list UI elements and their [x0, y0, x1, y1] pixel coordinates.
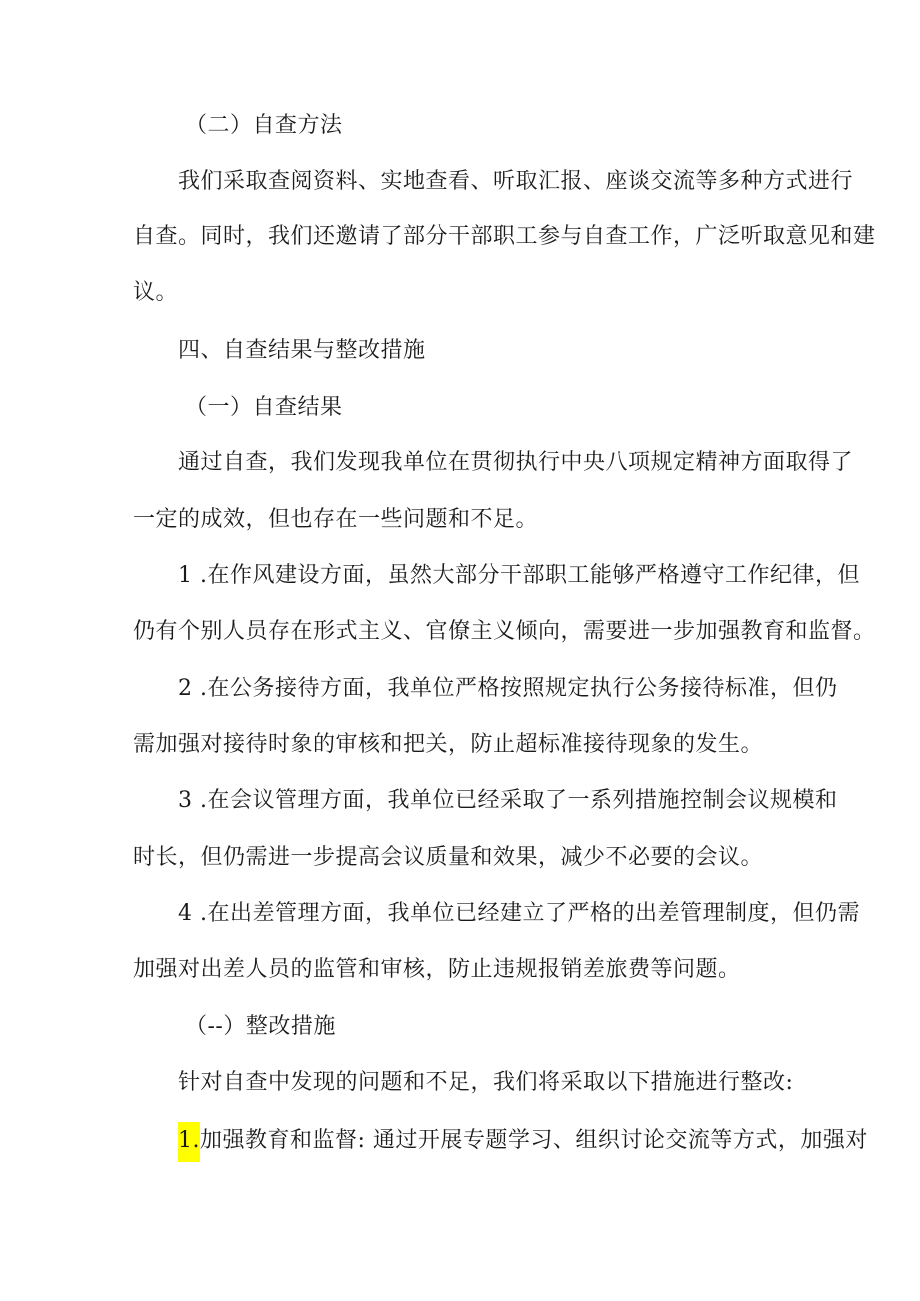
list-item-text: 加强教育和监督: 通过开展专题学习、组织讨论交流等方式，加强对	[200, 1128, 868, 1153]
list-item-line: 3 .在会议管理方面，我单位已经采取了一系列措施控制会议规模和	[178, 788, 838, 813]
list-item-line: 加强对出差人员的监管和审核，防止违规报销差旅费等问题。	[133, 957, 741, 982]
heading-results-and-measures: 四、自查结果与整改措施	[178, 338, 426, 363]
heading-rectification-measures: （--）整改措施	[185, 1014, 336, 1039]
list-item-line: 2 .在公务接待方面，我单位严格按照规定执行公务接待标准，但仍	[178, 676, 838, 701]
highlighted-number: 1.	[178, 1122, 200, 1162]
heading-self-check-result: （一）自查结果	[185, 395, 343, 420]
heading-self-check-method: （二）自查方法	[185, 113, 343, 138]
list-item-line	[178, 1122, 868, 1162]
paragraph-line: 我们采取查阅资料、实地查看、听取汇报、座谈交流等多种方式进行	[178, 169, 854, 194]
paragraph-line: 针对自查中发现的问题和不足，我们将采取以下措施进行整改:	[178, 1070, 794, 1095]
paragraph-line: 议。	[133, 280, 179, 305]
list-item-line: 仍有个别人员存在形式主义、官僚主义倾向，需要进一步加强教育和监督。	[133, 619, 876, 644]
paragraph-line: 自查。同时，我们还邀请了部分干部职工参与自查工作，广泛听取意见和建	[133, 224, 876, 249]
list-item-line: 时长，但仍需进一步提高会议质量和效果，减少不必要的会议。	[133, 845, 764, 870]
list-item-line: 1 .在作风建设方面，虽然大部分干部职工能够严格遵守工作纪律，但	[178, 563, 860, 588]
list-item-line: 4 .在出差管理方面，我单位已经建立了严格的出差管理制度，但仍需	[178, 901, 860, 926]
paragraph-line: 通过自查，我们发现我单位在贯彻执行中央八项规定精神方面取得了	[178, 450, 854, 475]
paragraph-line: 一定的成效，但也存在一些问题和不足。	[133, 507, 539, 532]
list-item-line: 需加强对接待时象的审核和把关，防止超标准接待现象的发生。	[133, 732, 764, 757]
